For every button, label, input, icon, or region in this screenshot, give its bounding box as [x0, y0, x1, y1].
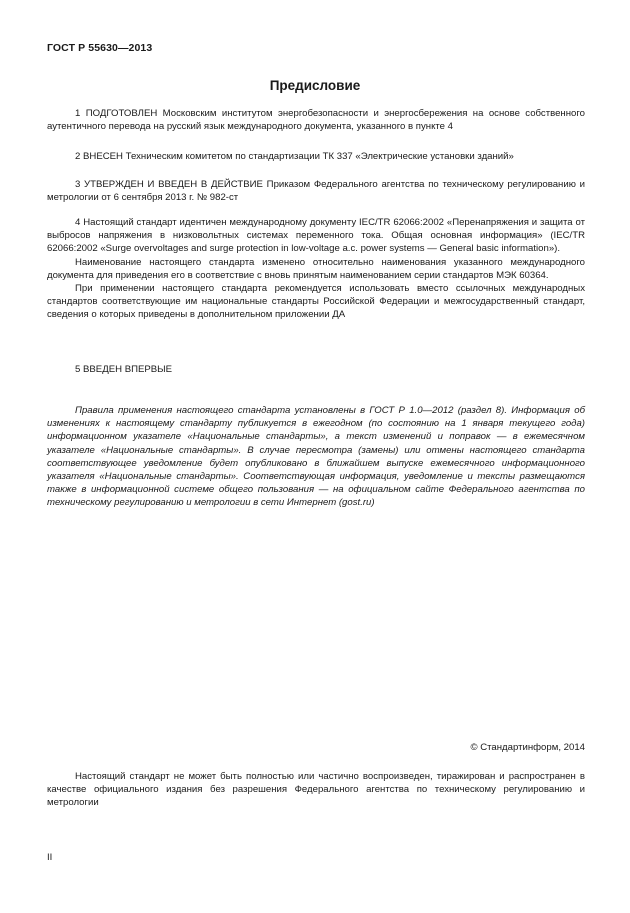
paragraph-text: 2 ВНЕСЕН Техническим комитетом по стандартизации ТК 337 «Электрические установки зданий»	[75, 151, 514, 162]
rules-notice	[47, 404, 585, 510]
paragraph-text: Настоящий стандарт не может быть полностью или частично воспроизведен, тиражирован и распространен в качестве официального издания без разрешения Федерального агентства по техническому регулированию и метрологии	[47, 771, 585, 809]
paragraph-text: 3 УТВЕРЖДЕН И ВВЕДЕН В ДЕЙСТВИЕ Приказом Федерального агентства по техническому регулированию и метрологии от 6 сентября 2013 г. № 982-ст	[47, 179, 585, 204]
paragraph-identical	[47, 216, 585, 322]
reproduction-notice	[47, 770, 585, 810]
document-code: ГОСТ Р 55630—2013	[47, 42, 153, 54]
paragraph-text: 5 ВВЕДЕН ВПЕРВЫЕ	[75, 364, 173, 375]
paragraph-text: При применении настоящего стандарта рекомендуется использовать вместо ссылочных международных стандартов соответствующие им национальные стандарты Российской Федерации и межгосударственный стандарт, сведения о которых приведены в дополнительном приложении ДА	[47, 283, 585, 321]
copyright: © Стандартинформ, 2014	[470, 742, 585, 753]
paragraph-prepared	[47, 107, 585, 133]
page-number: II	[47, 852, 53, 863]
paragraph-text: Наименование настоящего стандарта изменено относительно наименования указанного международного документа для приведения его в соответствие с вновь принятым наименованием серии стандартов МЭК 60364.	[47, 256, 585, 281]
paragraph-first-introduced	[47, 363, 585, 376]
paragraph-approved	[47, 178, 585, 204]
paragraph-introduced	[47, 150, 585, 163]
paragraph-text: 1 ПОДГОТОВЛЕН Московским институтом энергобезопасности и энергосбережения на основе собственного аутентичного перевода на русский язык международного документа, указанного в пункте 4	[47, 108, 585, 133]
paragraph-text: Правила применения настоящего стандарта установлены в ГОСТ Р 1.0—2012 (раздел 8). Информация об изменениях к настоящему стандарту публикуется в ежегодном (по состоянию на 1 января текущего года) информационном указателе «Национальные стандарты», а текст изменений и поправок — в ежемесячном указателе «Национальные стандарты». В случае пересмотра (замены) или отмены настоящего стандарта соответствующее уведомление будет опубликовано в ближайшем выпуске ежемесячного информационного указателя «Национальные стандарты». Соответствующая информация, уведомление и тексты размещаются также в информационной системе общего пользования — на официальном сайте Федерального агентства по техническому регулированию и метрологии в сети Интернет (gost.ru)	[47, 405, 585, 509]
page-title: Предисловие	[269, 78, 361, 93]
paragraph-text: 4 Настоящий стандарт идентичен международному документу IEC/TR 62066:2002 «Перенапряжения и защита от выбросов напряжения в низковольтных системах переменного тока. Общая основная информация» (IEC/TR 62066:2002 «Surge overvoltages and surge protection in low-voltage a.c. power systems — General basic information»).	[47, 217, 585, 255]
